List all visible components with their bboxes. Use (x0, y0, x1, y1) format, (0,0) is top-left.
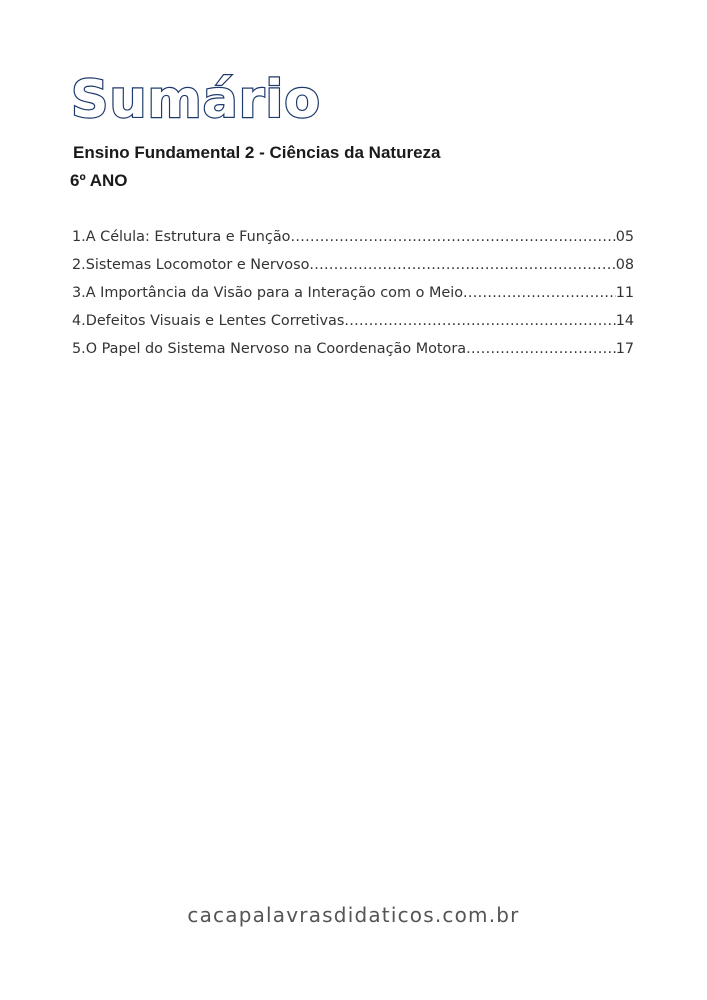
toc-dot-leader (344, 311, 615, 331)
toc-entry[interactable] (72, 283, 634, 311)
toc-entry[interactable] (72, 227, 634, 255)
toc-entry-number: 4. (72, 313, 86, 329)
toc-entry-title: A Importância da Visão para a Interação com o Meio (85, 285, 464, 301)
toc-entry-title: Defeitos Visuais e Lentes Corretivas (85, 313, 345, 329)
toc-entry-title: O Papel do Sistema Nervoso na Coordenação Motora (85, 341, 467, 357)
toc-dot-leader (466, 339, 616, 359)
subject-subtitle: Ensino Fundamental 2 - Ciências da Natureza (73, 143, 441, 162)
toc-dot-leader (309, 255, 615, 275)
toc-entry-number: 2. (72, 257, 86, 273)
toc-entry-page: 11 (615, 285, 634, 301)
page-title: Sumário (71, 70, 321, 130)
toc-entry[interactable] (72, 339, 634, 367)
toc-entry-number: 1. (72, 229, 86, 245)
toc-entry-page: 05 (615, 229, 634, 245)
toc-entry-title: Sistemas Locomotor e Nervoso (85, 257, 310, 273)
table-of-contents (72, 227, 634, 367)
toc-dot-leader (290, 227, 615, 247)
footer-website: cacapalavrasdidaticos.com.br (187, 903, 520, 927)
grade-label: 6º ANO (70, 171, 128, 190)
toc-entry[interactable] (72, 255, 634, 283)
toc-entry-number: 3. (72, 285, 86, 301)
toc-entry-page: 08 (615, 257, 634, 273)
toc-entry-page: 17 (615, 341, 634, 357)
toc-entry[interactable] (72, 311, 634, 339)
toc-entry-page: 14 (615, 313, 634, 329)
toc-dot-leader (463, 283, 616, 303)
toc-entry-number: 5. (72, 341, 86, 357)
toc-entry-title: A Célula: Estrutura e Função (85, 229, 291, 245)
